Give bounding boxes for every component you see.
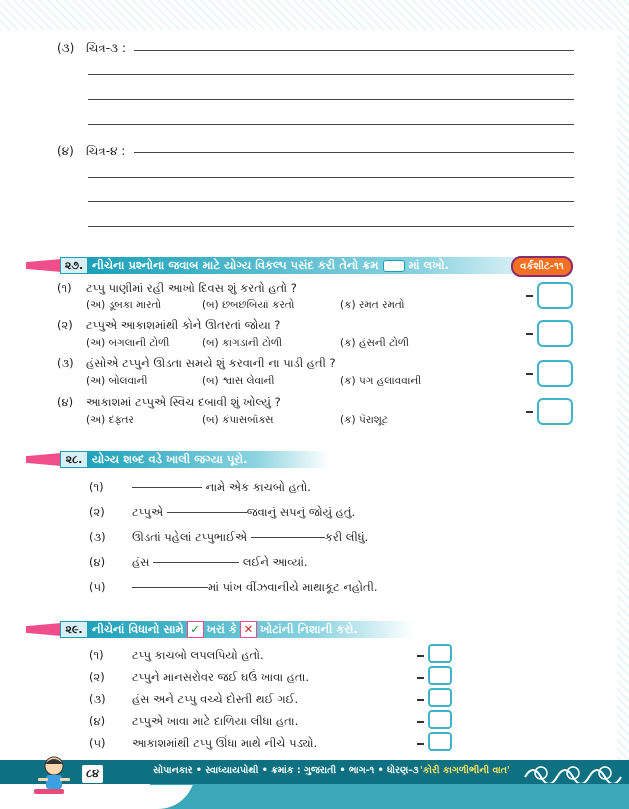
q29-5-num: (૫) bbox=[89, 736, 106, 750]
option-text: કાગડાની ટોળી bbox=[221, 337, 283, 349]
q29-4-num: (૪) bbox=[89, 714, 106, 728]
q27-2-answer-box[interactable] bbox=[537, 320, 573, 347]
dash bbox=[526, 411, 533, 413]
q27-3-text: હંસોએ ટપ્પુને ઊડતા સમયે શું કરવાની ના પાડી હતી ? bbox=[86, 356, 336, 370]
option-text: રમત રમતો bbox=[358, 299, 405, 311]
option-text: બોલવાની bbox=[108, 375, 148, 387]
q29-1-text: ટપ્પુ કાચબો લપલપિયો હતો. bbox=[132, 648, 264, 662]
dash bbox=[417, 699, 424, 701]
q28-3-line bbox=[132, 530, 368, 545]
dash bbox=[417, 743, 424, 745]
dash bbox=[526, 295, 533, 297]
fill-blank[interactable] bbox=[251, 537, 325, 538]
q27-1-num: (૧) bbox=[57, 281, 72, 295]
dash bbox=[417, 655, 424, 657]
option-key: (બ) bbox=[202, 299, 219, 311]
cross-mark-icon: ✕ bbox=[240, 621, 257, 638]
q29-3-num: (૩) bbox=[89, 692, 106, 706]
q29-2-answer-box[interactable] bbox=[428, 666, 452, 685]
footer-info: સોપાનકાર • સ્વાધ્યાયપોથી • ક્રમાંક : ગુજરાતી • ભાગ-૧ • ધોરણ-૩ bbox=[153, 765, 419, 776]
fill-blank[interactable] bbox=[167, 512, 247, 513]
q29-4-answer-box[interactable] bbox=[428, 710, 452, 729]
q27-1-opt-b bbox=[202, 299, 294, 312]
footer-book-title: 'કોરી કાગળીભીની વાત' bbox=[420, 765, 510, 776]
q27-4-opt-b bbox=[202, 414, 274, 427]
writing-line[interactable] bbox=[88, 177, 574, 178]
q27-4-answer-box[interactable] bbox=[537, 398, 573, 425]
fill-blank[interactable] bbox=[132, 587, 208, 588]
q28-2-line bbox=[132, 505, 355, 520]
q28-3-before: ઊડતાં પહેલાં ટપ્પુભાઈએ bbox=[132, 530, 248, 544]
q27-4-text: આકાશમાં ટપ્પુએ સ્વિચ દબાવી શું ખોલ્યું ? bbox=[86, 395, 281, 409]
q28-4-after: લઈને આવ્યાં. bbox=[242, 555, 308, 569]
writing-line[interactable] bbox=[88, 226, 574, 227]
option-text: પગ હલાવવાની bbox=[358, 375, 422, 387]
q29-title bbox=[92, 621, 358, 638]
q28-4-line bbox=[132, 555, 308, 570]
chitra-3-num: (૩) bbox=[57, 41, 75, 55]
q28-1-after: નામે એક કાચબો હતો. bbox=[205, 480, 311, 494]
q29-title-2: ખરાં કે bbox=[206, 622, 237, 636]
check-mark-icon: ✓ bbox=[187, 621, 204, 638]
q27-3-opt-b bbox=[202, 375, 275, 388]
q27-2-opt-b bbox=[202, 337, 282, 350]
chitra-4-num: (૪) bbox=[57, 144, 74, 158]
option-key: (અ) bbox=[86, 375, 106, 387]
option-key: (ક) bbox=[340, 337, 356, 349]
writing-line[interactable] bbox=[88, 201, 574, 202]
q28-5-num: (૫) bbox=[89, 580, 106, 594]
q28-header bbox=[26, 451, 329, 468]
answer-box-sample bbox=[383, 260, 405, 272]
q27-1-opt-c bbox=[340, 299, 405, 312]
option-text: શ્વાસ લેવાની bbox=[221, 375, 275, 387]
q27-4-num: (૪) bbox=[57, 395, 74, 409]
q29-title-1: નીચેનાં વિધાનો સામે bbox=[92, 622, 184, 636]
q29-2-text: ટપ્પુને માનસરોવર જઈ ઘઉં ખાવા હતા. bbox=[132, 670, 310, 684]
chitra-3-label: ચિત્ર-૩ : bbox=[86, 41, 126, 55]
q28-1-num: (૧) bbox=[89, 480, 104, 494]
q28-2-after: જવાનું સપનું જોયું હતું. bbox=[246, 505, 356, 519]
q28-3-num: (૩) bbox=[89, 530, 106, 544]
q28-number: ૨૮. bbox=[60, 451, 88, 468]
q29-header bbox=[26, 621, 414, 638]
q27-1-answer-box[interactable] bbox=[537, 282, 573, 309]
q27-number: ૨૭. bbox=[60, 257, 88, 274]
q29-3-text: હંસ અને ટપ્પુ વચ્ચે દોસ્તી થઈ ગઈ. bbox=[132, 692, 299, 706]
q29-1-answer-box[interactable] bbox=[428, 644, 452, 663]
q27-4-opt-a bbox=[86, 414, 134, 427]
q29-5-answer-box[interactable] bbox=[428, 732, 452, 751]
q28-5-after: માં પાંખ વીંઝવાનીયે માથાકૂટ નહોતી. bbox=[208, 580, 378, 594]
q28-title: યોગ્ય શબ્દ વડે ખાલી જગ્યા પૂરો. bbox=[92, 452, 248, 466]
side-pattern bbox=[617, 0, 629, 809]
q29-number: ૨૯. bbox=[60, 621, 88, 638]
option-key: (ક) bbox=[340, 375, 356, 387]
q29-2-num: (૨) bbox=[89, 670, 105, 684]
page-number: ૮૪ bbox=[81, 764, 104, 784]
option-text: છબછબિયાં કરતો bbox=[221, 299, 295, 311]
option-text: હંસની ટોળી bbox=[358, 337, 410, 349]
q28-3-after: કરી લીધું. bbox=[324, 530, 369, 544]
q27-2-opt-c bbox=[340, 337, 409, 350]
q28-2-before: ટપ્પુએ bbox=[132, 505, 164, 519]
q28-2-num: (૨) bbox=[89, 505, 105, 519]
worksheet-badge: વર્કશીટ-૧૧ bbox=[511, 256, 573, 277]
option-text: કંપાસબૉક્સ bbox=[221, 414, 274, 426]
dash bbox=[417, 677, 424, 679]
q28-1-line bbox=[132, 480, 311, 495]
child-mascot-icon bbox=[30, 754, 76, 800]
option-key: (ક) bbox=[340, 414, 356, 426]
footer-light-band bbox=[150, 784, 629, 809]
q27-title-after: માં લખો. bbox=[408, 258, 449, 272]
q27-header bbox=[26, 257, 569, 274]
q27-4-opt-c bbox=[340, 414, 388, 427]
q27-2-opt-a bbox=[86, 337, 169, 350]
chitra-4-label: ચિત્ર-૪ : bbox=[86, 144, 126, 158]
q27-1-text: ટપ્પુ પાણીમાં રહી આખો દિવસ શું કરતો હતો ? bbox=[86, 281, 297, 295]
option-key: (ક) bbox=[340, 299, 356, 311]
option-text: પૅરાશૂટ bbox=[358, 414, 388, 426]
q27-title-before: નીચેના પ્રશ્નોના જવાબ માટે યોગ્ય વિકલ્પ પસંદ કરી તેનો ક્રમ bbox=[92, 258, 379, 272]
writing-line[interactable] bbox=[134, 50, 574, 51]
q27-2-num: (૨) bbox=[57, 318, 73, 332]
q29-4-text: ટપ્પુએ ખાવા માટે દાળિયા લીધા હતા. bbox=[132, 714, 299, 728]
option-text: બગલાની ટોળી bbox=[108, 337, 170, 349]
q27-3-answer-box[interactable] bbox=[537, 360, 573, 387]
q27-title bbox=[92, 258, 449, 273]
q27-2-text: ટપ્પુએ આકાશમાંથી કોને ઊતરતાં જોયા ? bbox=[86, 318, 281, 332]
fill-blank[interactable] bbox=[132, 487, 202, 488]
dash bbox=[417, 721, 424, 723]
q27-3-opt-a bbox=[86, 375, 148, 388]
q28-4-num: (૪) bbox=[89, 555, 106, 569]
q29-title-3: ખોટાંની નિશાની કરો. bbox=[259, 622, 358, 636]
option-text: ડૂબકા મારતો bbox=[108, 299, 162, 311]
q29-3-answer-box[interactable] bbox=[428, 688, 452, 707]
dash bbox=[526, 333, 533, 335]
dash bbox=[526, 373, 533, 375]
option-key: (બ) bbox=[202, 337, 219, 349]
writing-line[interactable] bbox=[88, 99, 574, 100]
option-key: (અ) bbox=[86, 299, 106, 311]
q27-1-opt-a bbox=[86, 299, 161, 312]
q28-4-before: હંસ bbox=[132, 555, 150, 569]
option-key: (બ) bbox=[202, 414, 219, 426]
fill-blank[interactable] bbox=[153, 562, 239, 563]
q27-3-num: (૩) bbox=[57, 356, 74, 370]
option-key: (અ) bbox=[86, 337, 106, 349]
writing-line[interactable] bbox=[88, 124, 574, 125]
q29-1-num: (૧) bbox=[89, 648, 104, 662]
q28-5-line bbox=[132, 580, 378, 595]
option-key: (અ) bbox=[86, 414, 106, 426]
decorative-swirl-icon bbox=[523, 763, 623, 783]
writing-line[interactable] bbox=[88, 74, 574, 75]
option-key: (બ) bbox=[202, 375, 219, 387]
q29-5-text: આકાશમાંથી ટપ્પુ ઊંધા માથે નીચે પડ્યો. bbox=[132, 736, 318, 750]
q27-3-opt-c bbox=[340, 375, 421, 388]
top-pattern bbox=[0, 0, 629, 30]
writing-line[interactable] bbox=[134, 152, 574, 153]
option-text: દફ્તર bbox=[108, 414, 134, 426]
